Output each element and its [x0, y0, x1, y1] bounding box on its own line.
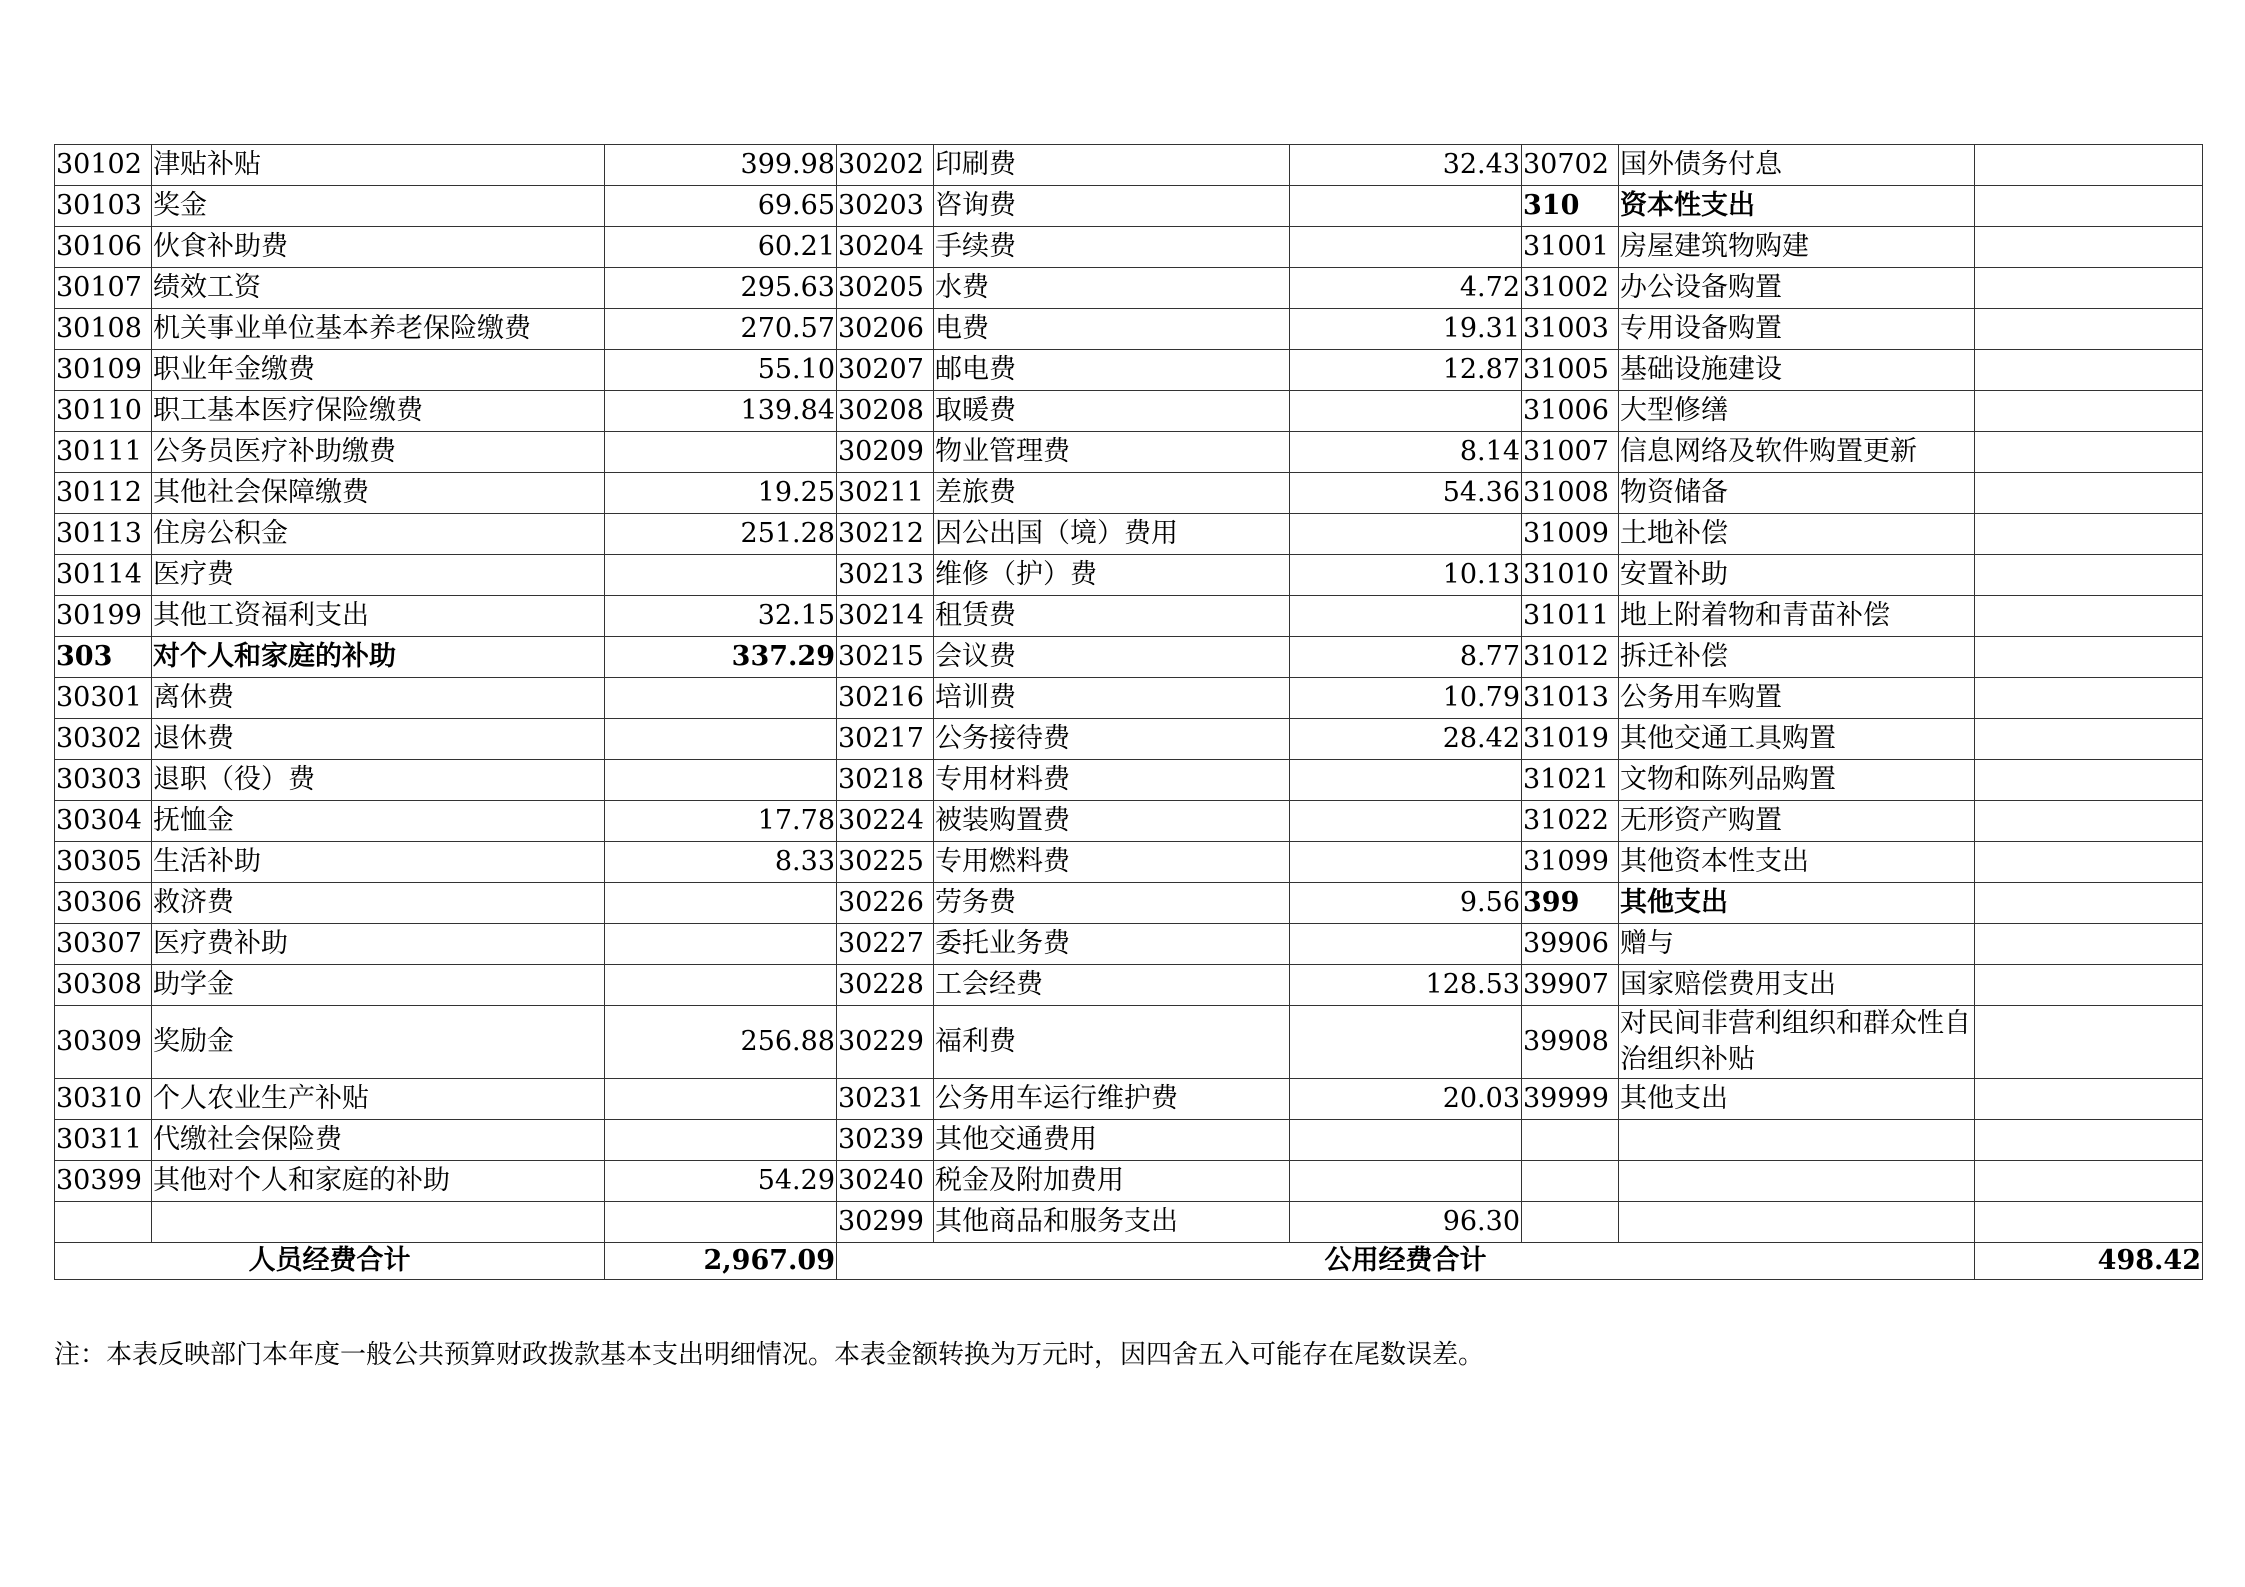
public-amount-cell: 96.30: [1290, 1202, 1522, 1243]
personnel-code-cell: [55, 1202, 152, 1243]
table-row: [55, 1006, 2203, 1079]
personnel-total-label: 人员经费合计: [55, 1243, 605, 1280]
capital-amount-cell: [1975, 637, 2203, 678]
public-amount-cell: [1290, 924, 1522, 965]
table-row: [55, 1161, 2203, 1202]
personnel-amount-cell: 60.21: [605, 227, 837, 268]
personnel-amount-cell: 251.28: [605, 514, 837, 555]
public-amount-cell: [1290, 801, 1522, 842]
personnel-code-cell: 30311: [55, 1120, 152, 1161]
public-item-cell: 会议费: [934, 637, 1290, 678]
public-code-cell: 30211: [837, 473, 934, 514]
public-amount-cell: 28.42: [1290, 719, 1522, 760]
personnel-code-cell: 30107: [55, 268, 152, 309]
capital-amount-cell: [1975, 309, 2203, 350]
public-item-cell: 其他商品和服务支出: [934, 1202, 1290, 1243]
public-item-cell: 被装购置费: [934, 801, 1290, 842]
capital-item-cell: 安置补助: [1619, 555, 1975, 596]
capital-code-cell: 31011: [1522, 596, 1619, 637]
capital-code-cell: 31001: [1522, 227, 1619, 268]
personnel-code-cell: 30111: [55, 432, 152, 473]
personnel-amount-cell: 19.25: [605, 473, 837, 514]
public-amount-cell: 10.79: [1290, 678, 1522, 719]
public-item-cell: 工会经费: [934, 965, 1290, 1006]
public-item-cell: 福利费: [934, 1006, 1290, 1079]
table-row: [55, 1120, 2203, 1161]
table-row: [55, 391, 2203, 432]
capital-code-cell: 31022: [1522, 801, 1619, 842]
personnel-code-cell: 30306: [55, 883, 152, 924]
personnel-code-cell: 30308: [55, 965, 152, 1006]
personnel-code-cell: 30301: [55, 678, 152, 719]
capital-item-cell: 拆迁补偿: [1619, 637, 1975, 678]
capital-item-cell: 国家赔偿费用支出: [1619, 965, 1975, 1006]
public-item-cell: 因公出国（境）费用: [934, 514, 1290, 555]
public-item-cell: 公务用车运行维护费: [934, 1079, 1290, 1120]
capital-code-cell: 39999: [1522, 1079, 1619, 1120]
personnel-code-cell: 30109: [55, 350, 152, 391]
public-item-cell: 咨询费: [934, 186, 1290, 227]
personnel-amount-cell: 256.88: [605, 1006, 837, 1079]
capital-amount-cell: [1975, 883, 2203, 924]
capital-code-cell: 31009: [1522, 514, 1619, 555]
personnel-amount-cell: 337.29: [605, 637, 837, 678]
capital-item-cell: 其他支出: [1619, 883, 1975, 924]
public-amount-cell: 32.43: [1290, 145, 1522, 186]
personnel-code-cell: 30114: [55, 555, 152, 596]
personnel-item-cell: 救济费: [152, 883, 605, 924]
public-amount-cell: 12.87: [1290, 350, 1522, 391]
capital-item-cell: 其他交通工具购置: [1619, 719, 1975, 760]
capital-amount-cell: [1975, 1120, 2203, 1161]
capital-amount-cell: [1975, 842, 2203, 883]
capital-code-cell: 399: [1522, 883, 1619, 924]
personnel-amount-cell: 69.65: [605, 186, 837, 227]
capital-code-cell: 31002: [1522, 268, 1619, 309]
public-item-cell: 劳务费: [934, 883, 1290, 924]
capital-item-cell: [1619, 1161, 1975, 1202]
capital-amount-cell: [1975, 350, 2203, 391]
public-code-cell: 30240: [837, 1161, 934, 1202]
capital-code-cell: 39908: [1522, 1006, 1619, 1079]
public-amount-cell: 19.31: [1290, 309, 1522, 350]
capital-amount-cell: [1975, 268, 2203, 309]
personnel-code-cell: 30305: [55, 842, 152, 883]
personnel-item-cell: 助学金: [152, 965, 605, 1006]
public-code-cell: 30216: [837, 678, 934, 719]
capital-code-cell: 31021: [1522, 760, 1619, 801]
personnel-amount-cell: 17.78: [605, 801, 837, 842]
capital-amount-cell: [1975, 596, 2203, 637]
capital-amount-cell: [1975, 965, 2203, 1006]
capital-item-cell: 办公设备购置: [1619, 268, 1975, 309]
capital-code-cell: [1522, 1202, 1619, 1243]
capital-amount-cell: [1975, 555, 2203, 596]
personnel-item-cell: 医疗费: [152, 555, 605, 596]
public-code-cell: 30214: [837, 596, 934, 637]
public-item-cell: 租赁费: [934, 596, 1290, 637]
personnel-code-cell: 30103: [55, 186, 152, 227]
public-code-cell: 30229: [837, 1006, 934, 1079]
capital-code-cell: 31013: [1522, 678, 1619, 719]
public-item-cell: 印刷费: [934, 145, 1290, 186]
public-amount-cell: [1290, 514, 1522, 555]
capital-item-cell: 对民间非营利组织和群众性自治组织补贴: [1619, 1006, 1975, 1079]
table-row: [55, 309, 2203, 350]
personnel-amount-cell: 54.29: [605, 1161, 837, 1202]
public-code-cell: 30227: [837, 924, 934, 965]
personnel-item-cell: 退职（役）费: [152, 760, 605, 801]
personnel-item-cell: 机关事业单位基本养老保险缴费: [152, 309, 605, 350]
capital-amount-cell: [1975, 186, 2203, 227]
public-item-cell: 电费: [934, 309, 1290, 350]
personnel-item-cell: 其他工资福利支出: [152, 596, 605, 637]
public-item-cell: 物业管理费: [934, 432, 1290, 473]
personnel-code-cell: 30112: [55, 473, 152, 514]
personnel-item-cell: 绩效工资: [152, 268, 605, 309]
capital-item-cell: [1619, 1120, 1975, 1161]
personnel-item-cell: 退休费: [152, 719, 605, 760]
capital-item-cell: 公务用车购置: [1619, 678, 1975, 719]
public-code-cell: 30205: [837, 268, 934, 309]
capital-amount-cell: [1975, 145, 2203, 186]
public-amount-cell: [1290, 842, 1522, 883]
personnel-item-cell: 离休费: [152, 678, 605, 719]
capital-item-cell: 文物和陈列品购置: [1619, 760, 1975, 801]
capital-item-cell: 赠与: [1619, 924, 1975, 965]
capital-item-cell: 地上附着物和青苗补偿: [1619, 596, 1975, 637]
public-code-cell: 30207: [837, 350, 934, 391]
capital-item-cell: 其他资本性支出: [1619, 842, 1975, 883]
public-amount-cell: 54.36: [1290, 473, 1522, 514]
capital-code-cell: 31099: [1522, 842, 1619, 883]
capital-code-cell: 39907: [1522, 965, 1619, 1006]
personnel-amount-cell: [605, 760, 837, 801]
public-code-cell: 30212: [837, 514, 934, 555]
expenditure-table: [54, 144, 2203, 1280]
public-item-cell: 委托业务费: [934, 924, 1290, 965]
personnel-code-cell: 30302: [55, 719, 152, 760]
table-row: [55, 514, 2203, 555]
capital-item-cell: 专用设备购置: [1619, 309, 1975, 350]
personnel-code-cell: 30303: [55, 760, 152, 801]
public-amount-cell: 8.77: [1290, 637, 1522, 678]
public-code-cell: 30217: [837, 719, 934, 760]
public-amount-cell: 9.56: [1290, 883, 1522, 924]
public-item-cell: 维修（护）费: [934, 555, 1290, 596]
personnel-amount-cell: 295.63: [605, 268, 837, 309]
capital-code-cell: 31007: [1522, 432, 1619, 473]
public-code-cell: 30239: [837, 1120, 934, 1161]
capital-item-cell: 大型修缮: [1619, 391, 1975, 432]
capital-amount-cell: [1975, 391, 2203, 432]
personnel-item-cell: 医疗费补助: [152, 924, 605, 965]
capital-amount-cell: [1975, 473, 2203, 514]
public-amount-cell: [1290, 1006, 1522, 1079]
public-code-cell: 30226: [837, 883, 934, 924]
personnel-item-cell: 其他对个人和家庭的补助: [152, 1161, 605, 1202]
public-item-cell: 培训费: [934, 678, 1290, 719]
personnel-amount-cell: 8.33: [605, 842, 837, 883]
capital-amount-cell: [1975, 760, 2203, 801]
expenditure-detail-sheet: [54, 144, 2202, 1280]
personnel-code-cell: 30108: [55, 309, 152, 350]
capital-item-cell: [1619, 1202, 1975, 1243]
table-row: [55, 678, 2203, 719]
public-amount-cell: [1290, 227, 1522, 268]
capital-item-cell: 信息网络及软件购置更新: [1619, 432, 1975, 473]
public-item-cell: 邮电费: [934, 350, 1290, 391]
public-item-cell: 差旅费: [934, 473, 1290, 514]
public-amount-cell: 128.53: [1290, 965, 1522, 1006]
capital-amount-cell: [1975, 801, 2203, 842]
capital-amount-cell: [1975, 227, 2203, 268]
capital-item-cell: 基础设施建设: [1619, 350, 1975, 391]
capital-item-cell: 土地补偿: [1619, 514, 1975, 555]
capital-amount-cell: [1975, 924, 2203, 965]
public-item-cell: 其他交通费用: [934, 1120, 1290, 1161]
public-code-cell: 30208: [837, 391, 934, 432]
table-row: [55, 432, 2203, 473]
capital-code-cell: 31003: [1522, 309, 1619, 350]
capital-code-cell: 310: [1522, 186, 1619, 227]
public-code-cell: 30299: [837, 1202, 934, 1243]
public-code-cell: 30213: [837, 555, 934, 596]
capital-code-cell: 31006: [1522, 391, 1619, 432]
table-row: [55, 924, 2203, 965]
public-amount-cell: 8.14: [1290, 432, 1522, 473]
table-row: [55, 186, 2203, 227]
capital-amount-cell: [1975, 1006, 2203, 1079]
totals-row: [55, 1243, 2203, 1280]
personnel-amount-cell: 399.98: [605, 145, 837, 186]
capital-code-cell: 31010: [1522, 555, 1619, 596]
capital-code-cell: 31012: [1522, 637, 1619, 678]
capital-item-cell: 资本性支出: [1619, 186, 1975, 227]
public-code-cell: 30206: [837, 309, 934, 350]
public-amount-cell: 10.13: [1290, 555, 1522, 596]
personnel-amount-cell: [605, 883, 837, 924]
public-item-cell: 税金及附加费用: [934, 1161, 1290, 1202]
public-code-cell: 30204: [837, 227, 934, 268]
personnel-amount-cell: [605, 719, 837, 760]
capital-item-cell: 无形资产购置: [1619, 801, 1975, 842]
public-code-cell: 30231: [837, 1079, 934, 1120]
personnel-item-cell: 奖金: [152, 186, 605, 227]
personnel-code-cell: 30309: [55, 1006, 152, 1079]
personnel-item-cell: 个人农业生产补贴: [152, 1079, 605, 1120]
table-row: [55, 596, 2203, 637]
capital-code-cell: 31008: [1522, 473, 1619, 514]
table-row: [55, 145, 2203, 186]
table-row: [55, 1079, 2203, 1120]
personnel-item-cell: 职业年金缴费: [152, 350, 605, 391]
capital-code-cell: 39906: [1522, 924, 1619, 965]
personnel-amount-cell: 55.10: [605, 350, 837, 391]
personnel-item-cell: 代缴社会保险费: [152, 1120, 605, 1161]
table-row: [55, 637, 2203, 678]
table-row: [55, 1202, 2203, 1243]
personnel-code-cell: 30113: [55, 514, 152, 555]
public-item-cell: 专用材料费: [934, 760, 1290, 801]
capital-code-cell: 31019: [1522, 719, 1619, 760]
table-row: [55, 719, 2203, 760]
personnel-code-cell: 30310: [55, 1079, 152, 1120]
personnel-code-cell: 30102: [55, 145, 152, 186]
public-code-cell: 30224: [837, 801, 934, 842]
personnel-item-cell: [152, 1202, 605, 1243]
personnel-code-cell: 30199: [55, 596, 152, 637]
capital-item-cell: 房屋建筑物购建: [1619, 227, 1975, 268]
public-item-cell: 手续费: [934, 227, 1290, 268]
capital-code-cell: [1522, 1120, 1619, 1161]
personnel-code-cell: 30304: [55, 801, 152, 842]
public-item-cell: 专用燃料费: [934, 842, 1290, 883]
personnel-code-cell: 30106: [55, 227, 152, 268]
capital-amount-cell: [1975, 1079, 2203, 1120]
personnel-code-cell: 30399: [55, 1161, 152, 1202]
table-row: [55, 760, 2203, 801]
personnel-item-cell: 其他社会保障缴费: [152, 473, 605, 514]
table-row: [55, 268, 2203, 309]
public-item-cell: 公务接待费: [934, 719, 1290, 760]
table-row: [55, 555, 2203, 596]
public-item-cell: 取暖费: [934, 391, 1290, 432]
public-amount-cell: 4.72: [1290, 268, 1522, 309]
table-row: [55, 801, 2203, 842]
personnel-item-cell: 津贴补贴: [152, 145, 605, 186]
personnel-amount-cell: [605, 1120, 837, 1161]
table-body: [55, 145, 2203, 1243]
personnel-amount-cell: [605, 924, 837, 965]
capital-code-cell: 31005: [1522, 350, 1619, 391]
totals-section: [55, 1243, 2203, 1280]
capital-amount-cell: [1975, 1161, 2203, 1202]
capital-amount-cell: [1975, 678, 2203, 719]
public-item-cell: 水费: [934, 268, 1290, 309]
capital-amount-cell: [1975, 719, 2203, 760]
public-code-cell: 30203: [837, 186, 934, 227]
public-amount-cell: [1290, 186, 1522, 227]
public-code-cell: 30202: [837, 145, 934, 186]
personnel-item-cell: 对个人和家庭的补助: [152, 637, 605, 678]
public-code-cell: 30209: [837, 432, 934, 473]
table-row: [55, 227, 2203, 268]
personnel-amount-cell: [605, 1202, 837, 1243]
personnel-item-cell: 伙食补助费: [152, 227, 605, 268]
personnel-item-cell: 奖励金: [152, 1006, 605, 1079]
personnel-item-cell: 抚恤金: [152, 801, 605, 842]
capital-item-cell: 国外债务付息: [1619, 145, 1975, 186]
capital-amount-cell: [1975, 1202, 2203, 1243]
table-row: [55, 350, 2203, 391]
capital-amount-cell: [1975, 514, 2203, 555]
personnel-amount-cell: [605, 965, 837, 1006]
public-code-cell: 30215: [837, 637, 934, 678]
capital-item-cell: 物资储备: [1619, 473, 1975, 514]
personnel-item-cell: 住房公积金: [152, 514, 605, 555]
personnel-code-cell: 30110: [55, 391, 152, 432]
personnel-amount-cell: 32.15: [605, 596, 837, 637]
public-amount-cell: [1290, 596, 1522, 637]
table-row: [55, 883, 2203, 924]
table-row: [55, 965, 2203, 1006]
public-amount-cell: [1290, 1120, 1522, 1161]
personnel-code-cell: 30307: [55, 924, 152, 965]
personnel-item-cell: 生活补助: [152, 842, 605, 883]
personnel-item-cell: 职工基本医疗保险缴费: [152, 391, 605, 432]
table-note: 注：本表反映部门本年度一般公共预算财政拨款基本支出明细情况。本表金额转换为万元时，因四舍五入可能存在尾数误差。: [54, 1340, 1485, 1370]
capital-amount-cell: [1975, 432, 2203, 473]
public-code-cell: 30218: [837, 760, 934, 801]
personnel-amount-cell: [605, 678, 837, 719]
public-code-cell: 30228: [837, 965, 934, 1006]
personnel-total-value: 2,967.09: [605, 1243, 837, 1280]
public-total-label: 公用经费合计: [837, 1243, 1975, 1280]
personnel-amount-cell: [605, 1079, 837, 1120]
personnel-item-cell: 公务员医疗补助缴费: [152, 432, 605, 473]
public-amount-cell: [1290, 391, 1522, 432]
capital-code-cell: [1522, 1161, 1619, 1202]
capital-item-cell: 其他支出: [1619, 1079, 1975, 1120]
public-amount-cell: [1290, 760, 1522, 801]
personnel-amount-cell: [605, 432, 837, 473]
table-row: [55, 842, 2203, 883]
public-total-value: 498.42: [1975, 1243, 2203, 1280]
personnel-amount-cell: 270.57: [605, 309, 837, 350]
table-row: [55, 473, 2203, 514]
public-amount-cell: [1290, 1161, 1522, 1202]
public-amount-cell: 20.03: [1290, 1079, 1522, 1120]
personnel-amount-cell: [605, 555, 837, 596]
personnel-code-cell: 303: [55, 637, 152, 678]
personnel-amount-cell: 139.84: [605, 391, 837, 432]
public-code-cell: 30225: [837, 842, 934, 883]
capital-code-cell: 30702: [1522, 145, 1619, 186]
